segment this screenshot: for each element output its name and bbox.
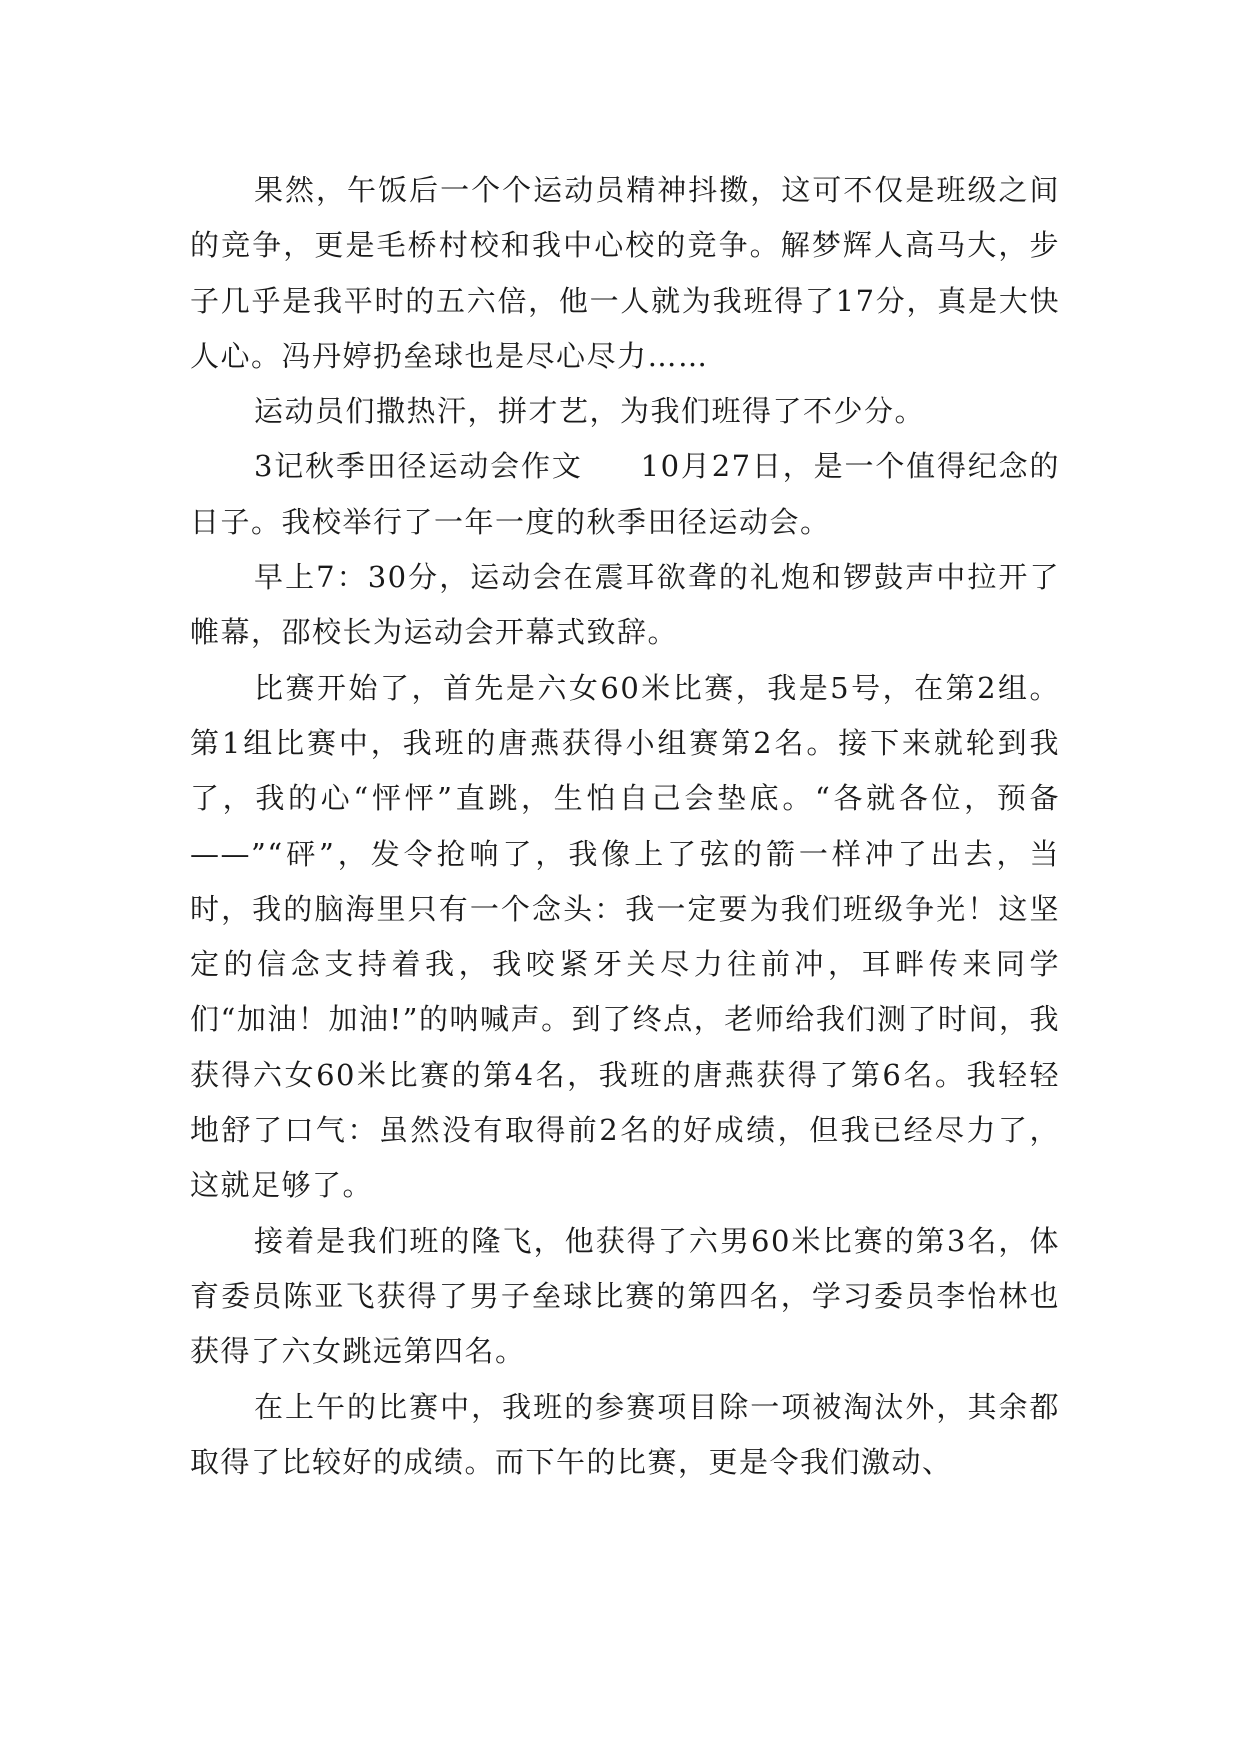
paragraph-1: 果然，午饭后一个个运动员精神抖擞，这可不仅是班级之间的竞争，更是毛桥村校和我中心校的竞争。解梦辉人高马大，步子几乎是我平时的五六倍，他一人就为我班得了17分，真是大快人心。冯丹婷扔垒球也是尽心尽力…… (190, 173, 1060, 373)
paragraph-4: 比赛开始了，首先是六女60米比赛，我是5号，在第2组。第1组比赛中，我班的唐燕获得小组赛第2名。接下来就轮到我了，我的心“怦怦”直跳，生怕自己会垫底。“各就各位，预备——”“砰”，发令抢响了，我像上了弦的箭一样冲了出去，当时，我的脑海里只有一个念头：我一定要为我们班级争光！这坚定的信念支持着我，我咬紧牙关尽力往前冲，耳畔传来同学们“加油！加油!”的呐喊声。到了终点，老师给我们测了时间，我获得六女60米比赛的第4名，我班的唐燕获得了第6名。我轻轻地舒了口气：虽然没有取得前2名的好成绩，但我已经尽力了，这就足够了。 (190, 670, 1060, 1203)
document-page (190, 163, 1060, 1490)
paragraph-5: 接着是我们班的隆飞，他获得了六男60米比赛的第3名，体育委员陈亚飞获得了男子垒球比赛的第四名，学习委员李怡林也获得了六女跳远第四名。 (190, 1223, 1060, 1369)
paragraph-2: 运动员们撒热汗，拼才艺，为我们班得了不少分。 (254, 394, 926, 429)
paragraph-6: 在上午的比赛中，我班的参赛项目除一项被淘汰外，其余都取得了比较好的成绩。而下午的比赛，更是令我们激动、 (190, 1389, 1060, 1479)
section-opening-text: 10月27日，是一个值得纪念的日子。我校举行了一年一度的秋季田径运动会。 (190, 449, 1060, 539)
paragraph-3: 早上7：30分，运动会在震耳欲聋的礼炮和锣鼓声中拉开了帷幕，邵校长为运动会开幕式致辞。 (190, 560, 1060, 650)
section-heading-paragraph (190, 439, 1060, 550)
section-heading: 3记秋季田径运动会作文 (254, 449, 583, 484)
